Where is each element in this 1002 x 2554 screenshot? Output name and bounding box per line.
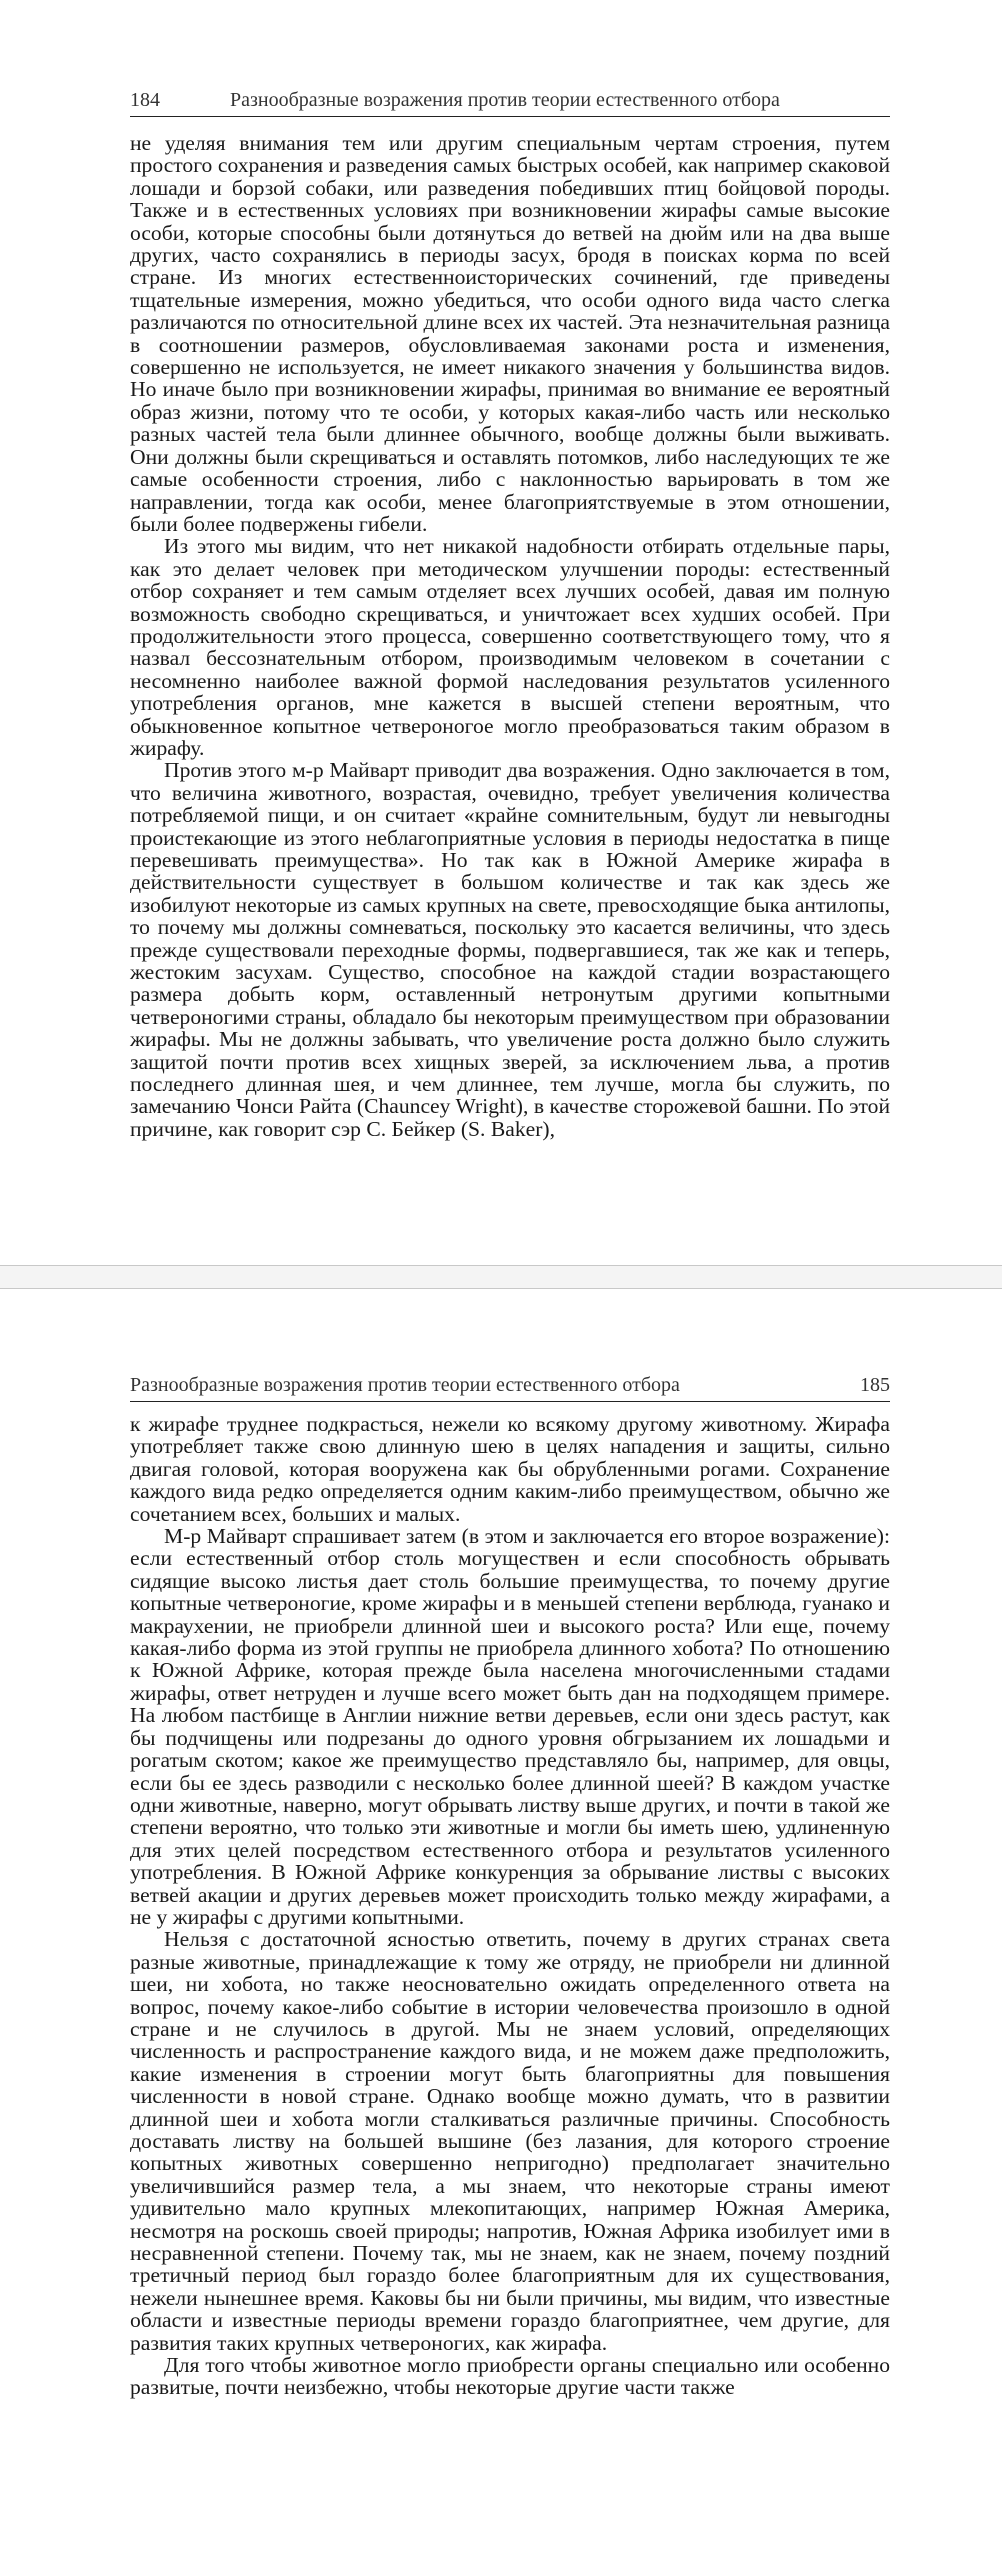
body-text (130, 132, 890, 1140)
paragraph: Из этого мы видим, что нет никакой надобности отбирать отдельные пары, как это делает человек при методическом улучшении породы: естественный отбор сохраняет и тем самым отделяет всех лучших особей, давая им полную возможность свободно скрещиваться, и уничтожает всех худших особей. При продолжительности этого процесса, совершенно соответствующего тому, что я назвал бессознательным отбором, производимым человеком в сочетании с несомненно наиболее важной формой наследования результатов усиленного употребления органов, мне кажется в высшей степени вероятным, что обыкновенное копытное четвероногое могло преобразоваться таким образом в жирафу. (130, 534, 890, 760)
running-header (130, 1371, 890, 1402)
paragraph: Для того чтобы животное могло приобрести органы специально или особенно развитые, почти неизбежно, чтобы некоторые другие части также (130, 2353, 890, 2400)
paragraph: М-р Майварт спрашивает затем (в этом и заключается его второе возражение): если естественный отбор столь могуществен и если способность обрывать сидящие высоко листья дает столь большие преимущества, то почему другие копытные четвероногие, кроме жирафы и в меньшей степени верблюда, гуанако и макраухении, не приобрели длинной шеи и высокого роста? Или еще, почему какая-либо форма из этой группы не приобрела длинного хобота? По отношению к Южной Африке, которая прежде была населена многочисленными стадами жирафы, ответ нетруден и лучше всего может быть дан на подходящем примере. На любом пастбище в Англии нижние ветви деревьев, если они здесь растут, как бы подчищены или подрезаны до одного уровня обгрызанием их лошадьми и рогатым скотом; какое же преимущество представляло бы, например, для овцы, если бы ее здесь разводили с несколько более длинной шеей? В каждом участке одни животные, наверно, могут обрывать листву выше других, и почти в такой же степени вероятно, что только эти животные и могли бы иметь шею, удлиненную для этих целей посредством естественного отбора и результатов усиленного употребления. В Южной Африке конкуренция за обрывание листвы с высоких ветвей акации и других деревьев может происходить только между жирафами, а не у жирафы с другими копытными. (130, 1524, 890, 1929)
running-header (130, 86, 890, 117)
paragraph: Нельзя с достаточной ясностью ответить, почему в других странах света разные животные, принадлежащие к тому же отряду, не приобрели ни длинной шеи, ни хобота, но также неосновательно ожидать определенного ответа на вопрос, почему какое-либо событие в истории человечества произошло в одной стране и не случилось в другой. Мы не знаем условий, определяющих численность и распространение каждого вида, и не можем даже предположить, какие изменения в строении могут быть благоприятны для повышения численности в новой стране. Однако вообще можно думать, что в развитии длинной шеи и хобота могли сталкиваться различные причины. Способность доставать листву на большей вышине (без лазания, для которого строение копытных животных совершенно непригодно) предполагает значительно увеличившийся размер тела, а мы знаем, что некоторые страны имеют удивительно мало крупных млекопитающих, например Южная Америка, несмотря на роскошь своей природы; напротив, Южная Африка изобилует ими в несравненной степени. Почему так, мы не знаем, как не знаем, почему поздний третичный период был гораздо более благоприятным для их существования, нежели нынешнее время. Каковы бы ни были причины, мы видим, что известные области и известные периоды времени гораздо благоприятнее, чем другие, для развития таких крупных четвероногих, как жирафа. (130, 1927, 890, 2355)
page-number: 184 (130, 89, 160, 111)
page-185 (0, 1288, 1002, 2554)
paragraph: не уделяя внимания тем или другим специальным чертам строения, путем простого сохранения и разведения самых быстрых особей, как например скаковой лошади и борзой собаки, или разведения победивших птиц бойцовой породы. Также и в естественных условиях при возникновении жирафы самые высокие особи, которые способны были дотянуться до ветвей на дюйм или на два выше других, часто сохранялись в периоды засух, бродя в поисках корма по всей стране. Из многих естественноисторических сочинений, где приведены тщательные измерения, можно убедиться, что особи одного вида часто слегка различаются по относительной длине всех их частей. Эта незначительная разница в соотношении размеров, обусловливаемая законами роста и изменения, совершенно не используется, не имеет никакого значения у большинства видов. Но иначе было при возникновении жирафы, принимая во внимание ее вероятный образ жизни, потому что те особи, у которых какая-либо часть или несколько разных частей тела были длиннее обычного, вообще должны были выживать. Они должны были скрещиваться и оставлять потомков, либо наследующих те же самые особенности строения, либо с наклонностью варьировать в том же направлении, тогда как особи, менее благоприятствуемые в этом отношении, были более подвержены гибели. (130, 131, 890, 536)
body-text (130, 1413, 890, 2399)
page-number: 185 (860, 1374, 890, 1396)
paragraph: к жирафе труднее подкрасться, нежели ко всякому другому животному. Жирафа употребляет также свою длинную шею в целях нападения и защиты, сильно двигая головой, которая вооружена как бы обрубленными рогами. Сохранение каждого вида редко определяется одним каким-либо преимуществом, обычно же сочетанием всех, больших и малых. (130, 1412, 890, 1526)
paragraph: Против этого м-р Майварт приводит два возражения. Одно заключается в том, что величина животного, возрастая, очевидно, требует увеличения количества потребляемой пищи, и он считает «крайне сомнительным, будут ли невыгодны проистекающие из этого неблагоприятные условия в периоды недостатка в пище перевешивать преимущества». Но так как в Южной Америке жирафа в действительности существует в большом количестве и так как здесь же изобилуют некоторые из самых крупных на свете, превосходящие быка антилопы, то почему мы должны сомневаться, поскольку это касается величины, что здесь прежде существовали переходные формы, подвергавшиеся, так же как и теперь, жестоким засухам. Существо, способное на каждой стадии возрастающего размера добыть корм, оставленный нетронутым другими копытными четвероногими страны, обладало бы некоторым преимуществом при образовании жирафы. Мы не должны забывать, что увеличение роста должно было служить защитой почти против всех хищных зверей, за исключением льва, а против последнего длинная шея, и чем длиннее, тем лучше, могла бы служить, по замечанию Чонси Райта (Chauncey Wright), в качестве сторожевой башни. По этой причине, как говорит сэр С. Бейкер (S. Baker), (130, 758, 890, 1141)
running-title: Разнообразные возражения против теории естественного отбора (230, 89, 780, 111)
running-title: Разнообразные возражения против теории естественного отбора (130, 1374, 680, 1396)
page-gap (0, 1266, 1002, 1288)
page-184 (0, 0, 1002, 1266)
